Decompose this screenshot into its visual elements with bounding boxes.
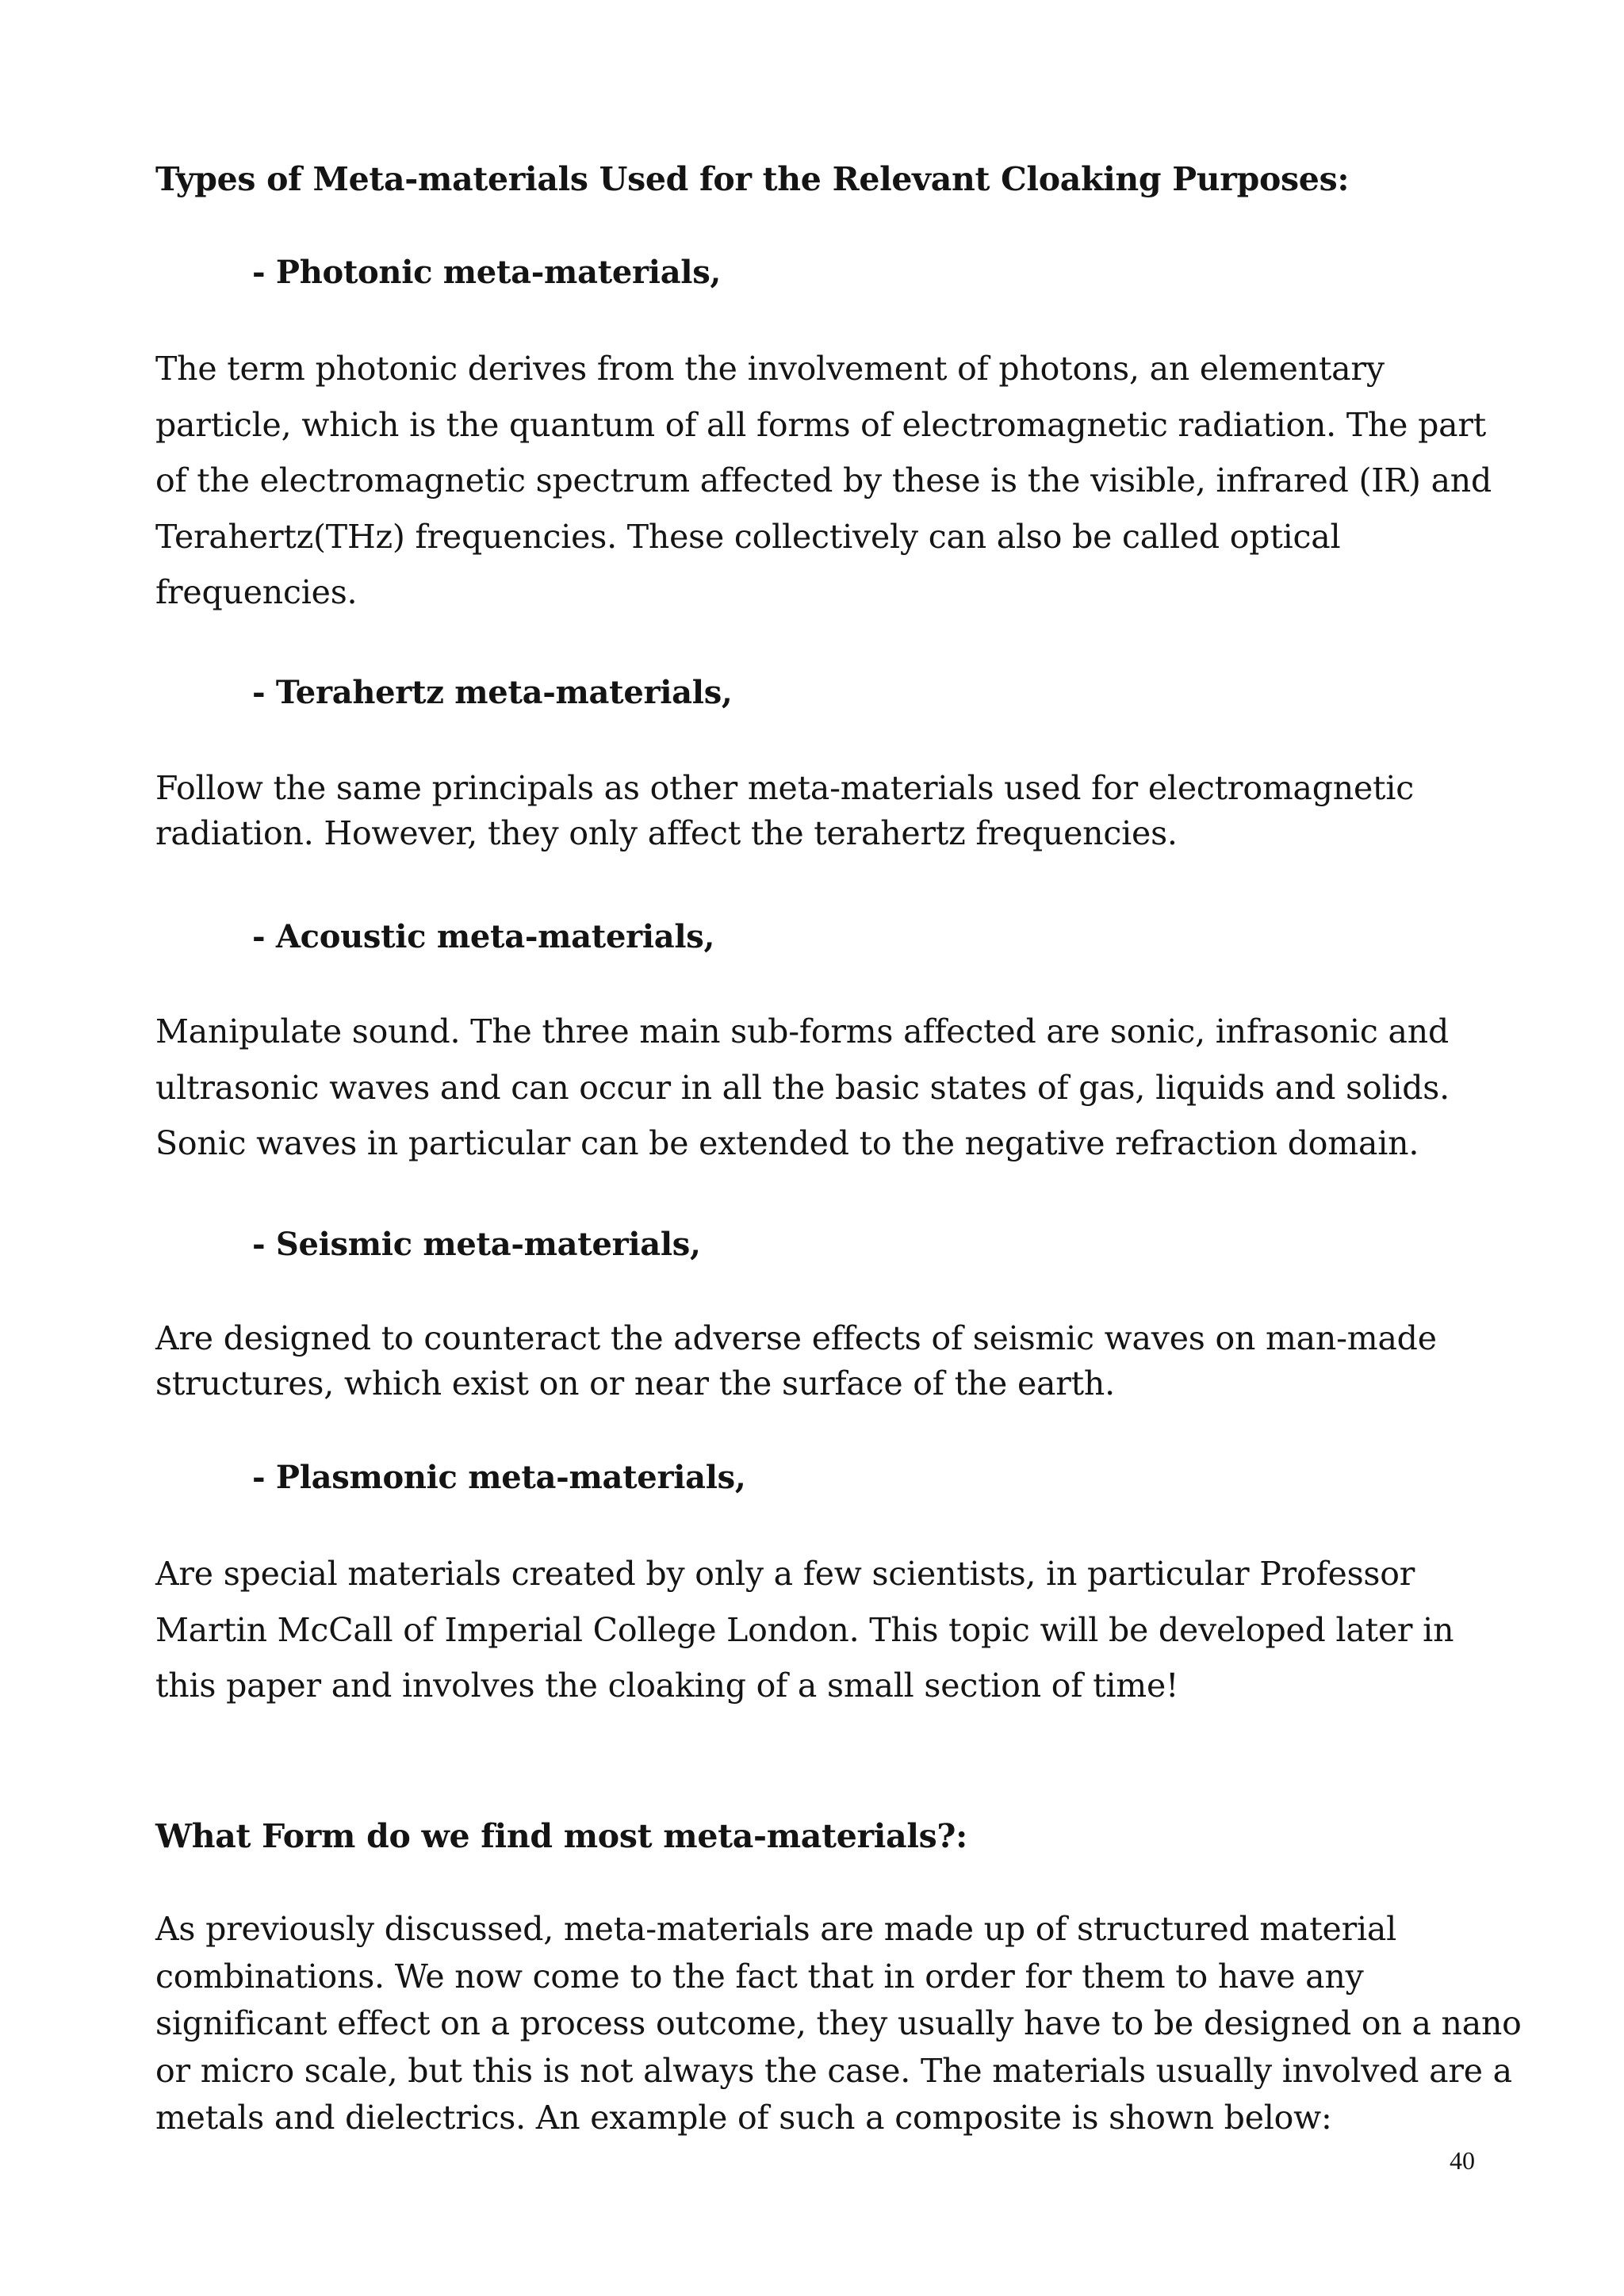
subheading-plasmonic: - Plasmonic meta-materials,: [252, 1459, 746, 1496]
text-line: Are special materials created by only a few scientists, in particular Professor: [155, 1555, 1415, 1593]
text-line: of the electromagnetic spectrum affected by these is the visible, infrared (IR) and: [155, 461, 1492, 499]
text-line: significant effect on a process outcome, they usually have to be designed on a nano: [155, 2004, 1522, 2042]
subheading-acoustic: - Acoustic meta-materials,: [252, 918, 715, 955]
text-line: Follow the same principals as other meta-materials used for electromagnetic: [155, 769, 1415, 807]
text-line: Terahertz(THz) frequencies. These collectively can also be called optical: [155, 517, 1341, 556]
text-line: The term photonic derives from the involvement of photons, an elementary: [155, 350, 1385, 388]
text-line: radiation. However, they only affect the terahertz frequencies.: [155, 814, 1178, 852]
text-line: ultrasonic waves and can occur in all the basic states of gas, liquids and solids.: [155, 1068, 1450, 1107]
paragraph-plasmonic: [155, 1546, 1503, 1714]
paragraph-acoustic: [155, 1004, 1503, 1172]
paragraph-form: [155, 1906, 1522, 2142]
text-line: Sonic waves in particular can be extended to the negative refraction domain.: [155, 1124, 1419, 1162]
heading-form: What Form do we find most meta-materials?:: [155, 1817, 967, 1855]
text-line: or micro scale, but this is not always the case. The materials usually involved are a: [155, 2051, 1512, 2090]
heading-types: Types of Meta-materials Used for the Relevant Cloaking Purposes:: [155, 160, 1350, 198]
text-line: Manipulate sound. The three main sub-forms affected are sonic, infrasonic and: [155, 1012, 1450, 1050]
text-line: Are designed to counteract the adverse effects of seismic waves on man-made: [155, 1319, 1437, 1357]
paragraph-terahertz: [155, 766, 1503, 856]
paragraph-photonic: [155, 341, 1503, 621]
subheading-seismic: - Seismic meta-materials,: [252, 1226, 701, 1263]
paragraph-seismic: [155, 1316, 1503, 1406]
page-number: 40: [1450, 2146, 1475, 2175]
text-line: structures, which exist on or near the surface of the earth.: [155, 1364, 1115, 1402]
text-line: frequencies.: [155, 573, 358, 611]
text-line: Martin McCall of Imperial College London. This topic will be developed later in: [155, 1610, 1454, 1649]
text-line: As previously discussed, meta-materials are made up of structured material: [155, 1910, 1397, 1948]
text-line: this paper and involves the cloaking of a small section of time!: [155, 1667, 1179, 1705]
subheading-terahertz: - Terahertz meta-materials,: [252, 674, 733, 711]
text-line: particle, which is the quantum of all forms of electromagnetic radiation. The part: [155, 405, 1487, 444]
text-line: combinations. We now come to the fact that in order for them to have any: [155, 1957, 1364, 1996]
subheading-photonic: - Photonic meta-materials,: [252, 254, 722, 291]
text-line: metals and dielectrics. An example of such a composite is shown below:: [155, 2099, 1332, 2137]
